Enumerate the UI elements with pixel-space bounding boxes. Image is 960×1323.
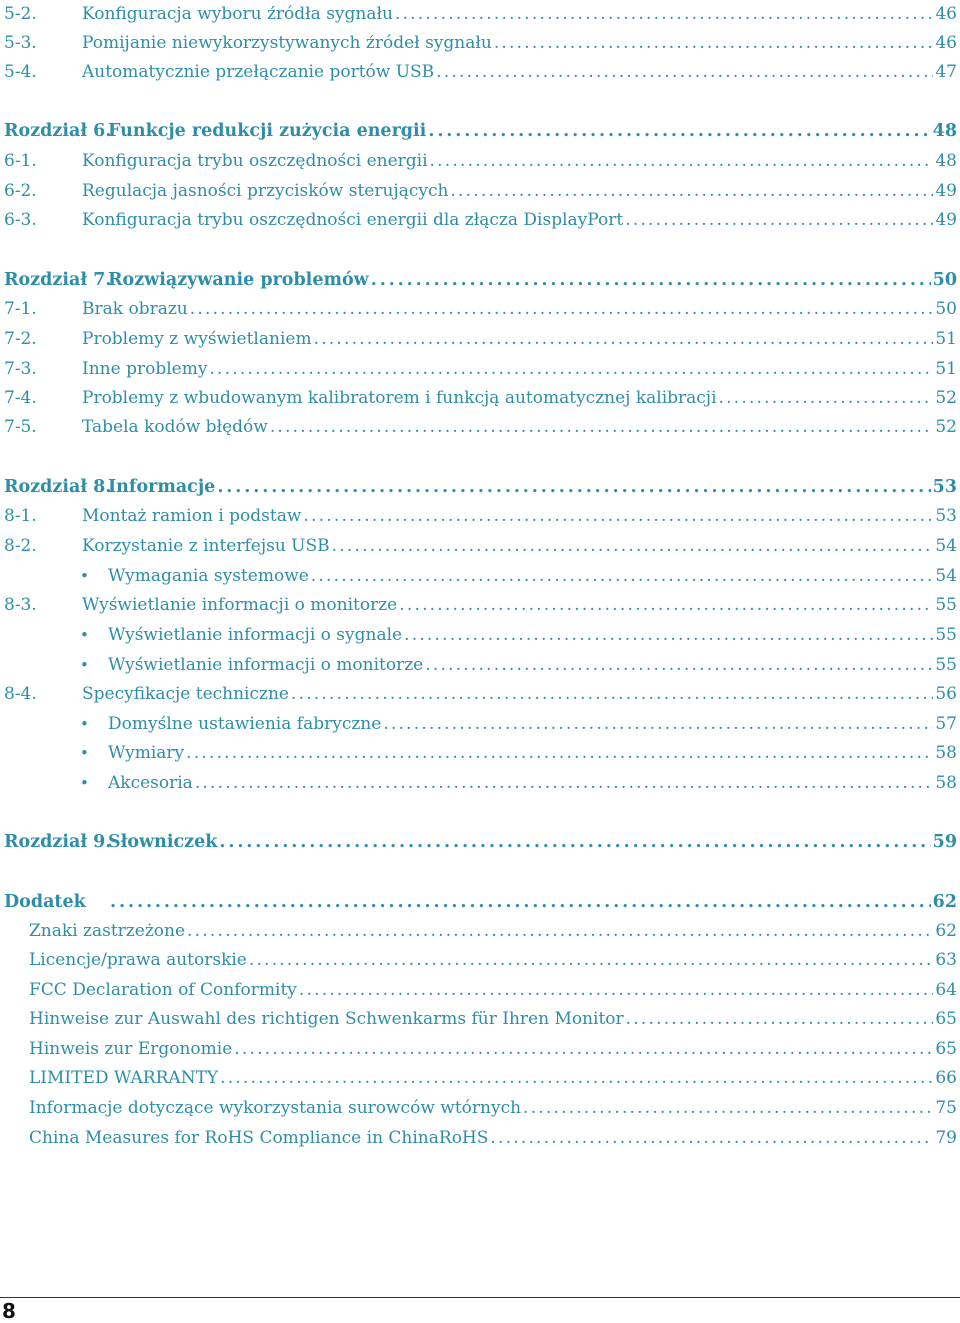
- toc-entry-title: Wyświetlanie informacji o sygnale: [108, 625, 403, 645]
- toc-entry-page: 54: [935, 536, 957, 556]
- toc-entry[interactable]: [0, 206, 957, 234]
- toc-entry-title: Funkcje redukcji zużycia energii: [108, 121, 427, 141]
- toc-entry-page: 48: [932, 121, 957, 141]
- dot-leader: [291, 680, 933, 708]
- toc-entry[interactable]: [0, 1094, 957, 1122]
- toc-entry-page: 55: [935, 595, 957, 615]
- toc-entry-title: Problemy z wbudowanym kalibratorem i funkcją automatycznej kalibracji: [82, 388, 717, 408]
- toc-entry-number: 6-2.: [4, 181, 37, 201]
- toc-entry-number: 7-3.: [4, 359, 37, 379]
- toc-entry-title: Tabela kodów błędów: [82, 417, 268, 437]
- toc-entry[interactable]: [0, 502, 957, 530]
- toc-entry-page: 63: [935, 950, 957, 970]
- toc-entry-page: 50: [932, 270, 957, 290]
- toc-entry-title: Wymiary: [108, 743, 185, 763]
- dot-leader: [234, 1035, 933, 1063]
- toc-entry-page: 64: [935, 980, 957, 1000]
- toc-entry-title: Rozwiązywanie problemów: [108, 270, 369, 290]
- dot-leader: [719, 384, 934, 412]
- toc-entry-number: Rozdział 7.: [4, 270, 112, 290]
- toc-entry[interactable]: [0, 710, 957, 738]
- toc-entry-title: Pomijanie niewykorzystywanych źródeł sygnału: [82, 33, 492, 53]
- toc-entry[interactable]: [0, 917, 957, 945]
- toc-entry-page: 52: [935, 388, 957, 408]
- toc-entry-title: FCC Declaration of Conformity: [29, 980, 297, 1000]
- toc-entry[interactable]: [0, 355, 957, 383]
- toc-entry[interactable]: [0, 325, 957, 353]
- toc-entry-number: Rozdział 8.: [4, 477, 112, 497]
- toc-entry[interactable]: [0, 532, 957, 560]
- footer-divider: [0, 1297, 960, 1298]
- toc-entry-number: 6-1.: [4, 151, 37, 171]
- dot-leader: [395, 0, 933, 28]
- toc-entry-title: Wymagania systemowe: [108, 566, 309, 586]
- dot-leader: [219, 828, 930, 856]
- dot-leader: [450, 177, 933, 205]
- bullet-icon: •: [80, 656, 89, 674]
- toc-entry-title: Hinweis zur Ergonomie: [29, 1039, 233, 1059]
- dot-leader: [428, 117, 930, 145]
- toc-entry-title: Informacje: [108, 477, 216, 497]
- toc-entry[interactable]: [0, 739, 957, 767]
- toc-entry[interactable]: [0, 117, 957, 145]
- toc-entry[interactable]: [0, 384, 957, 412]
- dot-leader: [249, 946, 933, 974]
- toc-entry-page: 47: [935, 62, 957, 82]
- toc-entry[interactable]: [0, 888, 957, 916]
- toc-entry-number: 7-5.: [4, 417, 37, 437]
- dot-leader: [490, 1124, 933, 1152]
- toc-entry-page: 52: [935, 417, 957, 437]
- toc-entry[interactable]: [0, 591, 957, 619]
- toc-entry[interactable]: [0, 769, 957, 797]
- dot-leader: [209, 355, 933, 383]
- toc-entry-title: Domyślne ustawienia fabryczne: [108, 714, 382, 734]
- toc-entry[interactable]: [0, 680, 957, 708]
- bullet-icon: •: [80, 567, 89, 585]
- toc-entry-title: Hinweise zur Auswahl des richtigen Schwenkarms für Ihren Monitor: [29, 1009, 624, 1029]
- toc-entry-page: 55: [935, 655, 957, 675]
- toc-entry-page: 46: [935, 4, 957, 24]
- dot-leader: [436, 58, 933, 86]
- dot-leader: [371, 266, 931, 294]
- toc-entry[interactable]: [0, 29, 957, 57]
- toc-entry-page: 51: [935, 329, 957, 349]
- dot-leader: [195, 769, 934, 797]
- toc-entry[interactable]: [0, 177, 957, 205]
- toc-entry[interactable]: [0, 976, 957, 1004]
- dot-leader: [110, 888, 931, 916]
- dot-leader: [299, 976, 933, 1004]
- toc-entry-number: 8-3.: [4, 595, 37, 615]
- page-number: 8: [2, 1299, 16, 1323]
- toc-entry-title: Znaki zastrzeżone: [29, 921, 186, 941]
- toc-entry-title: Akcesoria: [108, 773, 193, 793]
- toc-entry[interactable]: [0, 266, 957, 294]
- toc-entry-page: 53: [932, 477, 957, 497]
- dot-leader: [190, 295, 934, 323]
- toc-entry[interactable]: [0, 295, 957, 323]
- dot-leader: [220, 1064, 933, 1092]
- toc-entry-title: Korzystanie z interfejsu USB: [82, 536, 330, 556]
- toc-entry-page: 65: [935, 1009, 957, 1029]
- toc-entry[interactable]: [0, 1124, 957, 1152]
- dot-leader: [430, 147, 934, 175]
- toc-entry-title: China Measures for RoHS Compliance in ChinaRoHS: [29, 1128, 489, 1148]
- toc-entry-title: Brak obrazu: [82, 299, 188, 319]
- toc-entry-number: 8-2.: [4, 536, 37, 556]
- toc-entry[interactable]: [0, 651, 957, 679]
- toc-entry-number: 7-1.: [4, 299, 37, 319]
- toc-entry-number: 5-2.: [4, 4, 37, 24]
- toc-entry-number: 5-3.: [4, 33, 37, 53]
- toc-entry-page: 49: [935, 210, 957, 230]
- dot-leader: [270, 413, 934, 441]
- dot-leader: [332, 532, 934, 560]
- toc-entry-page: 50: [935, 299, 957, 319]
- toc-entry-title: LIMITED WARRANTY: [29, 1068, 219, 1088]
- toc-entry-number: Rozdział 9.: [4, 832, 112, 852]
- toc-entry[interactable]: [0, 413, 957, 441]
- toc-entry-page: 51: [935, 359, 957, 379]
- toc-entry-number: 8-1.: [4, 506, 37, 526]
- dot-leader: [314, 325, 934, 353]
- toc-entry-page: 62: [935, 921, 957, 941]
- dot-leader: [399, 591, 933, 619]
- toc-entry-title: Montaż ramion i podstaw: [82, 506, 302, 526]
- toc-entry[interactable]: [0, 1005, 957, 1033]
- toc-entry-title: Konfiguracja wyboru źródła sygnału: [82, 4, 393, 24]
- toc-entry-number: Rozdział 6.: [4, 121, 112, 141]
- toc-entry-page: 57: [935, 714, 957, 734]
- toc-entry-title: Specyfikacje techniczne: [82, 684, 289, 704]
- dot-leader: [303, 502, 933, 530]
- toc-entry[interactable]: [0, 1064, 957, 1092]
- toc-entry-page: 46: [935, 33, 957, 53]
- toc-entry-title: Wyświetlanie informacji o monitorze: [82, 595, 398, 615]
- toc-entry-page: 58: [935, 743, 957, 763]
- toc-entry-number: 6-3.: [4, 210, 37, 230]
- toc-entry-title: Słowniczek: [108, 832, 218, 852]
- toc-entry-page: 59: [932, 832, 957, 852]
- toc-entry-page: 56: [935, 684, 957, 704]
- toc-entry-title: Inne problemy: [82, 359, 208, 379]
- toc-entry-page: 53: [935, 506, 957, 526]
- toc-entry[interactable]: [0, 1035, 957, 1063]
- dot-leader: [187, 917, 933, 945]
- toc-entry-title: Regulacja jasności przycisków sterujących: [82, 181, 449, 201]
- toc-entry[interactable]: [0, 828, 957, 856]
- dot-leader: [217, 473, 930, 501]
- toc-entry-page: 79: [935, 1128, 957, 1148]
- toc-entry[interactable]: [0, 58, 957, 86]
- toc-entry-number: 8-4.: [4, 684, 37, 704]
- toc-entry-number: Dodatek: [4, 892, 86, 912]
- toc-entry-page: 49: [935, 181, 957, 201]
- toc-entry[interactable]: [0, 147, 957, 175]
- dot-leader: [625, 206, 933, 234]
- toc-entry-title: Licencje/prawa autorskie: [29, 950, 247, 970]
- toc-entry[interactable]: [0, 562, 957, 590]
- toc-entry-page: 58: [935, 773, 957, 793]
- toc-entry[interactable]: [0, 473, 957, 501]
- toc-entry-number: 7-4.: [4, 388, 37, 408]
- toc-entry-number: 7-2.: [4, 329, 37, 349]
- toc-entry-page: 62: [932, 892, 957, 912]
- toc-entry-page: 66: [935, 1068, 957, 1088]
- toc-entry-page: 65: [935, 1039, 957, 1059]
- toc-entry-page: 54: [935, 566, 957, 586]
- dot-leader: [494, 29, 934, 57]
- toc-entry-number: 5-4.: [4, 62, 37, 82]
- toc-entry-title: Konfiguracja trybu oszczędności energii: [82, 151, 428, 171]
- toc-entry-title: Konfiguracja trybu oszczędności energii dla złącza DisplayPort: [82, 210, 624, 230]
- toc-entry-title: Automatycznie przełączanie portów USB: [82, 62, 435, 82]
- toc-entry-page: 48: [935, 151, 957, 171]
- toc-entry[interactable]: [0, 946, 957, 974]
- dot-leader: [311, 562, 934, 590]
- dot-leader: [626, 1005, 934, 1033]
- dot-leader: [383, 710, 933, 738]
- bullet-icon: •: [80, 626, 89, 644]
- toc-entry-title: Informacje dotyczące wykorzystania surowców wtórnych: [29, 1098, 522, 1118]
- dot-leader: [404, 621, 933, 649]
- dot-leader: [425, 651, 933, 679]
- bullet-icon: •: [80, 744, 89, 762]
- toc-entry-title: Problemy z wyświetlaniem: [82, 329, 312, 349]
- toc-entry-page: 55: [935, 625, 957, 645]
- bullet-icon: •: [80, 774, 89, 792]
- toc-entry[interactable]: [0, 0, 957, 28]
- dot-leader: [186, 739, 933, 767]
- toc-entry[interactable]: [0, 621, 957, 649]
- toc-entry-title: Wyświetlanie informacji o monitorze: [108, 655, 424, 675]
- toc-entry-page: 75: [935, 1098, 957, 1118]
- bullet-icon: •: [80, 715, 89, 733]
- dot-leader: [523, 1094, 933, 1122]
